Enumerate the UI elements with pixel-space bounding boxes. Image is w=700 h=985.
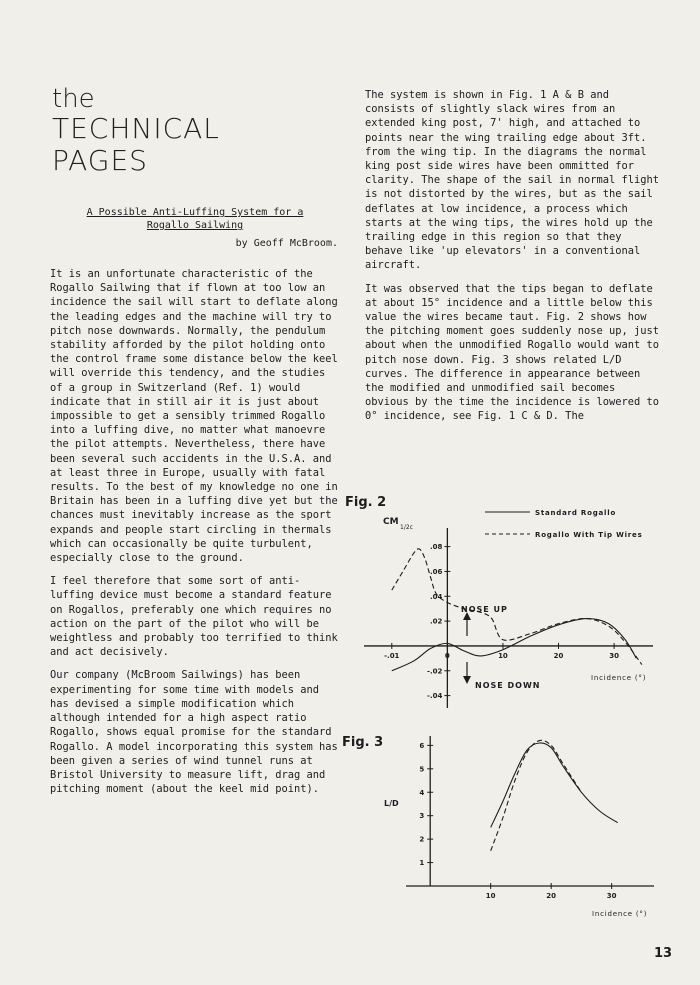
paragraph: It was observed that the tips began to deflate at about 15° incidence and a little below this value the wires became taut. Fig. 2 shows how the pitching moment goes suddenly nose up, just about when the unmodified Rogallo would want to pitch nose down. Fig. 3 shows related L/D curves. The difference in appearance between the modified and unmodified sail becomes obvious by the time the incidence is lowered to 0° incidence, see Fig. 1 C & D. The	[365, 282, 660, 423]
fig3-axes	[406, 736, 654, 886]
fig2-legend-tipwires-text: Rogallo With Tip Wires	[535, 531, 643, 539]
figure-2-chart	[345, 488, 680, 723]
y-tick-label: 1	[419, 859, 425, 868]
header-the: the	[52, 84, 95, 114]
nose-down-label: NOSE DOWN	[475, 681, 541, 690]
paragraph: Our company (McBroom Sailwings) has been experimenting for some time with models and has devised a simple modification which although intended for a high aspect ratio Rogallo, shows equal promise for the standard Rogallo. A model incorporating this system has been given a series of wind tunnel runs at Bristol University to measure lift, drag and pitching moment (about the keel mid point).	[50, 669, 338, 796]
series-line-1	[491, 740, 582, 850]
x-tick-label: 0	[444, 651, 450, 660]
y-tick-label: .08	[429, 543, 443, 552]
y-tick-label: -.02	[427, 667, 443, 676]
series-line-1	[392, 549, 642, 665]
paragraph: It is an unfortunate characteristic of the Rogallo Sailwing that if flown at too low an incidence the sail will start to deflate along the leading edges and the machine will try to pitch nose downwards. Normally, the pendulum stability afforded by the pilot holding onto the control frame some distance below the keel will override this tendency, and the studies of a group in Switzerland (Ref. 1) would indicate that in still air it is just about impossible to get a sensibly trimmed Rogallo into a luffing dive, no matter what manoevre the pilot attempts. Nevertheless, there have been several such accidents in the U.S.A. and at least three in Europe, usually with fatal results. To the best of my knowledge no one in Britain has been in a luffing dive yet but the chances must inevitably increase as the sport expands and people start circling in thermals which can occasionally be quite turbulent, especially close to the ground.	[50, 268, 338, 565]
fig2-ticks	[384, 543, 619, 700]
fig3-title: Fig. 3	[342, 735, 384, 750]
y-tick-label: 3	[419, 812, 425, 821]
nose-down-arrowhead	[463, 676, 471, 684]
x-tick-label: 10	[485, 892, 496, 900]
article-title-line1: A Possible Anti-Luffing System for a	[86, 207, 304, 218]
article-byline: by Geoff McBroom.	[235, 238, 338, 249]
page-header	[52, 85, 220, 177]
paragraph: The system is shown in Fig. 1 A & B and consists of slightly slack wires from an extended king post, 7' high, and attached to points near the wing trailing edge about 3ft. from the wing tip. In the diagrams the normal king post side wires have been ommitted for clarity. The shape of the sail in normal flight is not distorted by the wires, but as the sail deflates at low incidence, a process which starts at the wing tips, the wires hold up the trailing edge in this region so that they behave like 'up elevators' in a conventional aircraft.	[365, 89, 660, 272]
x-tick-label: 30	[606, 892, 617, 900]
header-technical: TECHNICAL	[52, 112, 220, 145]
fig3-ylabel: L/D	[384, 799, 399, 808]
left-column	[50, 206, 340, 805]
y-tick-label: .04	[429, 592, 443, 601]
fig3-lines	[491, 740, 618, 850]
x-tick-label: 20	[546, 892, 557, 900]
fig2-xlabel: Incidence (°)	[591, 674, 647, 682]
nose-up-label: NOSE UP	[461, 605, 508, 614]
x-tick-label: 20	[553, 651, 564, 660]
fig3-xlabel: Incidence (°)	[592, 910, 648, 918]
article-title	[50, 206, 340, 232]
series-line-0	[491, 743, 618, 827]
y-tick-label: 5	[419, 765, 425, 774]
fig2-ylabel: CM	[383, 517, 399, 527]
figure-3-chart	[340, 728, 675, 923]
y-tick-label: 4	[419, 788, 425, 797]
x-tick-label: 10	[498, 651, 508, 660]
header-pages: PAGES	[52, 144, 148, 177]
y-tick-label: -.04	[427, 692, 443, 701]
y-tick-label: .06	[429, 567, 443, 576]
y-tick-label: .02	[429, 617, 443, 626]
fig2-legend-standard: Standard Rogallo	[535, 509, 617, 517]
fig2-title: Fig. 2	[345, 495, 387, 510]
series-line-0	[392, 619, 637, 671]
page-number: 13	[654, 946, 673, 961]
x-tick-label: -.01	[384, 651, 400, 660]
article-title-line2: Rogallo Sailwing	[146, 220, 244, 231]
y-tick-label: 6	[419, 741, 425, 750]
paragraph: I feel therefore that some sort of anti-luffing device must become a standard feature on Rogallos, preferably one which requires no action on the part of the pilot who will be weightless and probably too terrified to think and act decisively.	[50, 575, 338, 659]
fig2-legend-tipwires	[535, 531, 643, 539]
x-tick-label: 30	[609, 651, 619, 660]
y-tick-label: 2	[419, 835, 425, 844]
fig2-ylabel-sub: 1/2c	[400, 524, 413, 531]
right-column	[365, 88, 660, 433]
